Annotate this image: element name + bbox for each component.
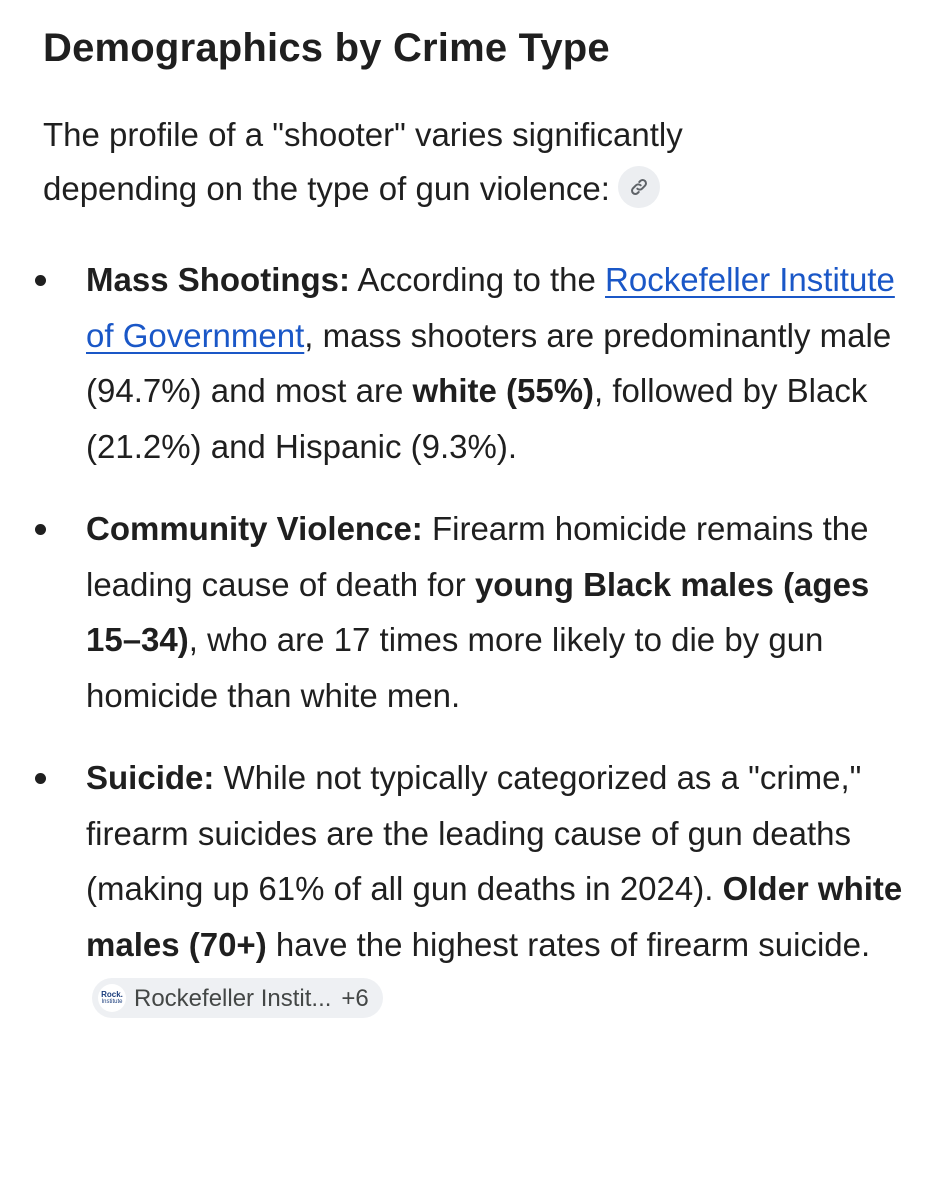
bullet-text: , mass shooters are predominantly male (94.7%) and most are <box>86 316 892 409</box>
bullet-list <box>43 252 903 1055</box>
link-icon <box>629 177 649 197</box>
citation-link-button[interactable] <box>618 166 660 208</box>
source-chip-label: Rockefeller Instit... <box>134 984 332 1012</box>
bullet-bold-text: white (55%) <box>412 372 595 409</box>
bullet-text: While not typically categorized as a "crime," firearm suicides are the leading cause of gun deaths (making up 61% of all gun deaths in 2024). <box>86 759 862 907</box>
source-chip-count: +6 <box>341 984 369 1012</box>
bullet-text: According to the <box>350 261 606 298</box>
bullet-label: Suicide: <box>86 759 215 796</box>
bullet-text: have the highest rates of firearm suicide. <box>266 925 871 963</box>
bullet-dot <box>35 275 46 286</box>
list-item-community-violence <box>43 501 903 723</box>
rockefeller-logo-icon <box>98 984 126 1012</box>
list-item-mass-shootings <box>43 252 903 474</box>
logo-text: Institute <box>101 998 123 1005</box>
bullet-text: Firearm homicide remains the leading cause of death for <box>86 510 869 603</box>
source-chip-button[interactable] <box>92 978 383 1018</box>
rockefeller-institute-link[interactable]: Rockefeller Institute of Government <box>86 261 895 354</box>
bullet-dot <box>35 773 46 784</box>
bullet-dot <box>35 524 46 535</box>
intro-text: The profile of a "shooter" varies significantly depending on the type of gun violence: <box>43 116 683 207</box>
bullet-bold-text: Older white males (70+) <box>86 870 903 963</box>
section-heading: Demographics by Crime Type <box>43 26 610 70</box>
bullet-text: , who are 17 times more likely to die by gun homicide than white men. <box>86 621 824 714</box>
logo-text: Rock. <box>101 989 123 999</box>
bullet-text: , followed by Black (21.2%) and Hispanic (9.3%). <box>86 372 868 465</box>
response-content <box>43 22 903 1012</box>
bullet-label: Mass Shootings: <box>86 261 351 298</box>
list-item-suicide <box>43 750 903 1028</box>
intro-paragraph <box>43 108 843 216</box>
bullet-bold-text: young Black males (ages 15–34) <box>86 565 870 658</box>
bullet-label: Community Violence: <box>86 510 423 547</box>
